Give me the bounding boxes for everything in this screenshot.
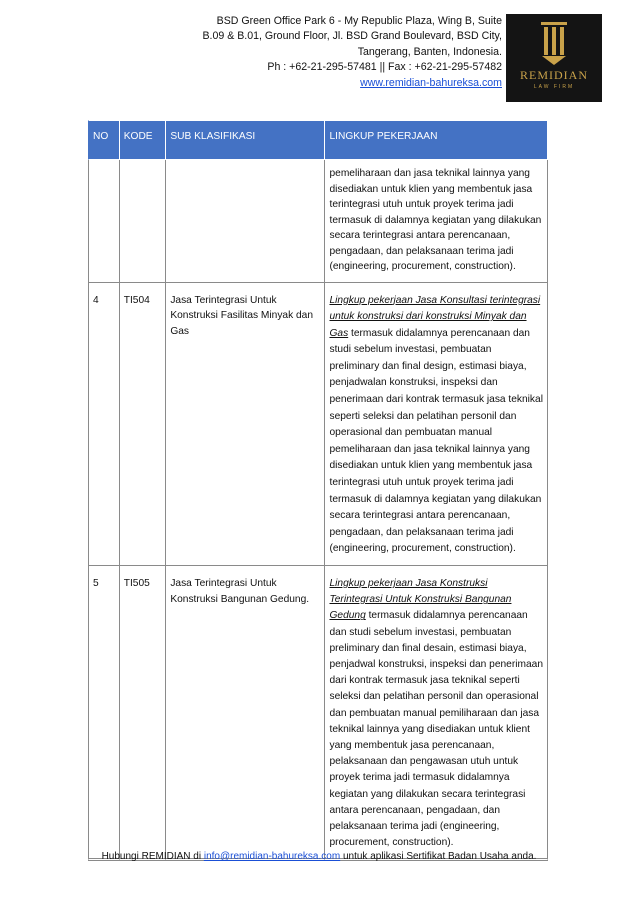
pillar-emblem-icon: [536, 20, 572, 66]
cell-lingkup: [325, 160, 548, 283]
cell-kode: TI504: [120, 283, 167, 567]
lingkup-rest: pemeliharaan dan jasa teknikal lainnya yang disediakan untuk klien yang membentuk jasa terintegrasi utuh untuk proyek terima jadi termasuk di dalamnya kegiatan yang dilakukan secara terintegrasi antara perencanaan, pengadaan, dan pelaksanaan terima jadi (engineering, procurement, construction).: [329, 168, 542, 272]
address-line-2: B.09 & B.01, Ground Floor, Jl. BSD Grand Boulevard, BSD City,: [202, 30, 502, 43]
cell-sub: Jasa Terintegrasi Untuk Konstruksi Fasilitas Minyak dan Gas: [166, 283, 325, 567]
table-header-row: [88, 120, 548, 160]
cell-lingkup: [325, 283, 548, 567]
address-line-1: BSD Green Office Park 6 - My Republic Plaza, Wing B, Suite: [216, 15, 502, 27]
lingkup-rest: termasuk didalamnya perencanaan dan studi sebelum investasi, pembuatan preliminary dan final design, estimasi biaya, penjadwalan konstruksi, inspeksi dan penerimaan dari kontrak termasuk jasa teknikal seperti seleksi dan pelatihan personil dan operasional dan pembuatan manual pemeliharaan dan jasa teknikal lainnya yang disediakan untuk klien yang membentuk jasa terintegrasi utuh untuk proyek terima jadi termasuk di dalamnya kegiatan yang dilakukan secara terintegrasi antara perencanaan, pengadaan, dan pelaksanaan terima jadi (engineering, procurement, construction).: [329, 327, 543, 555]
logo-name: REMIDIAN: [520, 68, 588, 82]
lingkup-rest: termasuk didalamnya perencanaan dan studi sebelum investasi, pembuatan preliminary dan final desain, estimasi biaya, penjadwal konstruksi, inspeksi dan penerimaan dari kontrak termasuk jasa teknikal seperti seleksi dan pelatihan personil dan operasional dan pembuatan manual pemiliharaan dan jasa teknikal lainnya yang disediakan untuk klient yang membentuk jasa perencanaan, pelaksanaan dan pengawasan utuh untuk proyek terima jadi termasuk didalamnya kegiatan yang dilakukan secara terintegrasi antara perencanaan, pengadaan, dan pelaksanaan terima jadi (engineering, procurement, construction).: [329, 610, 543, 849]
cell-no: [88, 160, 120, 283]
cell-kode: [120, 160, 167, 283]
table-row: [88, 160, 548, 283]
col-header-no: NO: [88, 120, 120, 160]
remidian-logo: [506, 14, 602, 102]
lingkup-lead: Lingkup pekerjaan Jasa Konstruksi Terintegrasi Untuk Konstruksi Bangunan Gedung: [329, 578, 512, 622]
table-row: [88, 566, 548, 861]
website-link[interactable]: www.remidian-bahureksa.com: [360, 76, 502, 89]
lingkup-lead: Lingkup pekerjaan Jasa Konsultasi terintegrasi untuk konstruksi dari konstruksi Minyak dan Gas: [329, 294, 541, 339]
col-header-lingkup: LINGKUP PEKERJAAN: [325, 120, 548, 160]
cell-sub: Jasa Terintegrasi Untuk Konstruksi Bangunan Gedung.: [166, 566, 325, 861]
logo-tagline: LAW FIRM: [533, 84, 575, 90]
footer-email-link[interactable]: info@remidian-bahureksa.com: [203, 851, 341, 862]
table-row: [88, 283, 548, 567]
cell-lingkup: [325, 566, 548, 861]
footer: [0, 851, 638, 862]
col-header-sub-klasifikasi: SUB KLASIFIKASI: [166, 120, 325, 160]
cell-no: 4: [88, 283, 120, 567]
address-line-3: Tangerang, Banten, Indonesia.: [357, 45, 502, 58]
col-header-kode: KODE: [120, 120, 167, 160]
phone-fax-line: Ph : +62-21-295-57481 || Fax : +62-21-295-57482: [267, 61, 502, 74]
letterhead-address: [142, 14, 502, 91]
cell-kode: TI505: [120, 566, 167, 861]
cell-sub: [166, 160, 325, 283]
footer-suffix: untuk aplikasi Sertifikat Badan Usaha anda.: [340, 851, 537, 862]
cell-no: 5: [88, 566, 120, 861]
footer-prefix: Hubungi REMIDIAN di: [101, 851, 204, 862]
classification-table: [88, 120, 548, 861]
